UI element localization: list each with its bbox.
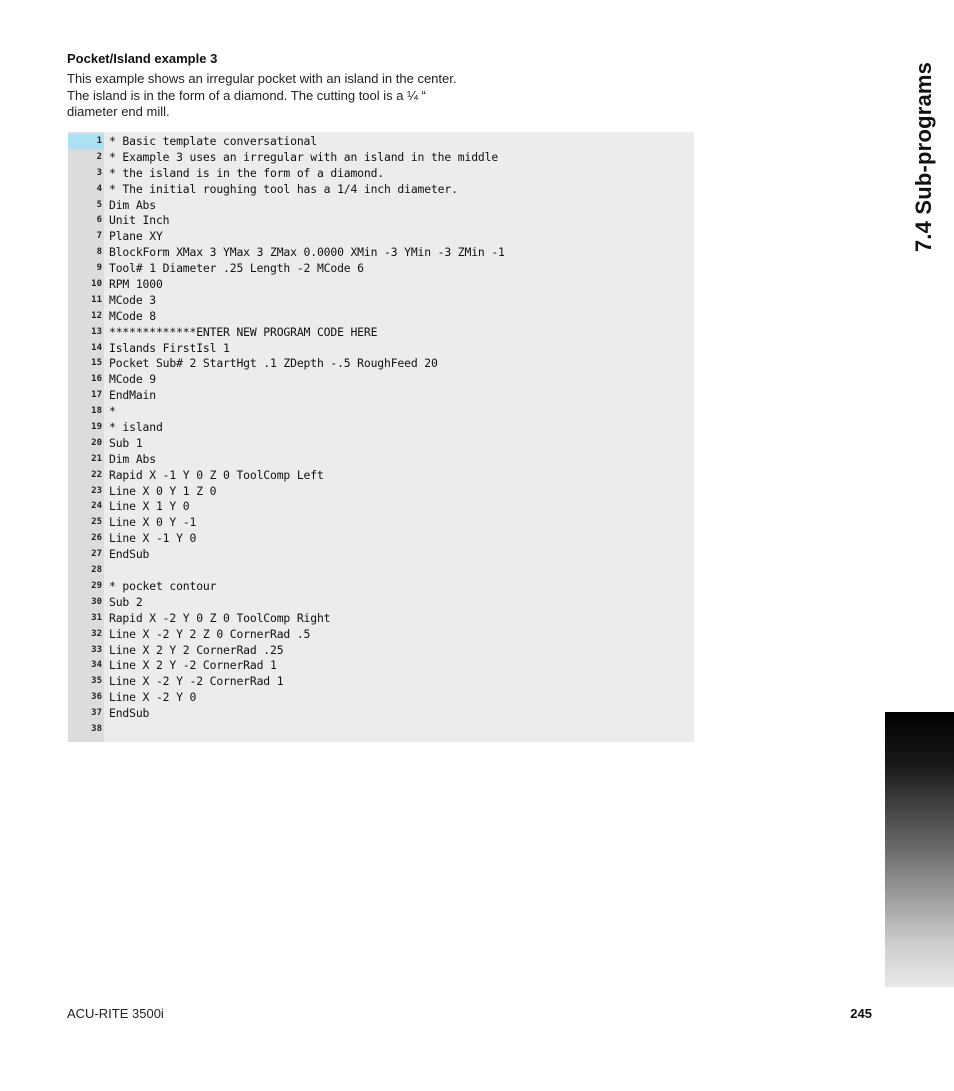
code-text: * the island is in the form of a diamond. bbox=[109, 165, 385, 180]
code-line bbox=[68, 245, 694, 261]
code-text: Sub 2 bbox=[109, 594, 143, 609]
line-number: 18 bbox=[91, 406, 102, 417]
line-number: 2 bbox=[96, 151, 102, 162]
code-text: Pocket Sub# 2 StartHgt .1 ZDepth -.5 RoughFeed 20 bbox=[109, 356, 438, 371]
line-number: 29 bbox=[91, 580, 102, 591]
code-line bbox=[68, 627, 694, 643]
line-number: 3 bbox=[96, 167, 102, 178]
code-text: * Example 3 uses an irregular with an island in the middle bbox=[109, 149, 499, 164]
line-number: 25 bbox=[91, 517, 102, 528]
line-number: 20 bbox=[91, 437, 102, 448]
line-number: 10 bbox=[91, 279, 102, 290]
section-heading: Pocket/Island example 3 bbox=[67, 51, 218, 66]
code-line bbox=[68, 213, 694, 229]
code-text: * bbox=[109, 404, 116, 419]
code-line bbox=[68, 563, 694, 579]
code-text: EndSub bbox=[109, 547, 150, 562]
code-line bbox=[68, 420, 694, 436]
line-number: 34 bbox=[91, 660, 102, 671]
code-line bbox=[68, 372, 694, 388]
code-text: RPM 1000 bbox=[109, 277, 163, 292]
line-number: 17 bbox=[91, 390, 102, 401]
code-text: Line X 0 Y -1 bbox=[109, 515, 197, 530]
chapter-side-title bbox=[908, 50, 940, 265]
line-number: 32 bbox=[91, 628, 102, 639]
code-line bbox=[68, 134, 694, 150]
code-text: Tool# 1 Diameter .25 Length -2 MCode 6 bbox=[109, 261, 364, 276]
code-text: MCode 8 bbox=[109, 308, 156, 323]
code-text: Line X -2 Y 2 Z 0 CornerRad .5 bbox=[109, 626, 311, 641]
line-number: 7 bbox=[96, 231, 102, 242]
chapter-title: 7.4 Sub-programs bbox=[911, 61, 936, 253]
code-text: EndMain bbox=[109, 388, 156, 403]
line-number: 6 bbox=[96, 215, 102, 226]
line-number: 38 bbox=[91, 723, 102, 734]
code-text: Dim Abs bbox=[109, 197, 156, 212]
code-text: Plane XY bbox=[109, 229, 163, 244]
code-text: Rapid X -1 Y 0 Z 0 ToolComp Left bbox=[109, 467, 324, 482]
page-number: 245 bbox=[850, 1006, 872, 1021]
code-line bbox=[68, 690, 694, 706]
code-text: Line X -2 Y -2 CornerRad 1 bbox=[109, 674, 284, 689]
code-text: Line X 0 Y 1 Z 0 bbox=[109, 483, 217, 498]
code-text: Unit Inch bbox=[109, 213, 170, 228]
line-number: 11 bbox=[91, 294, 102, 305]
line-number: 13 bbox=[91, 326, 102, 337]
code-text: Line X 2 Y 2 CornerRad .25 bbox=[109, 642, 284, 657]
line-number: 27 bbox=[91, 549, 102, 560]
code-line bbox=[68, 293, 694, 309]
code-line bbox=[68, 277, 694, 293]
line-number: 21 bbox=[91, 453, 102, 464]
code-text: Line X -1 Y 0 bbox=[109, 531, 197, 546]
code-text: EndSub bbox=[109, 706, 150, 721]
code-line bbox=[68, 229, 694, 245]
code-text: Sub 1 bbox=[109, 435, 143, 450]
line-number: 4 bbox=[96, 183, 102, 194]
code-line bbox=[68, 595, 694, 611]
code-text: Line X 1 Y 0 bbox=[109, 499, 190, 514]
code-text: * Basic template conversational bbox=[109, 134, 317, 148]
code-line bbox=[68, 325, 694, 341]
line-number: 22 bbox=[91, 469, 102, 480]
code-line bbox=[68, 515, 694, 531]
code-line bbox=[68, 404, 694, 420]
code-line bbox=[68, 706, 694, 722]
line-number: 12 bbox=[91, 310, 102, 321]
code-line bbox=[68, 484, 694, 500]
code-line bbox=[68, 150, 694, 166]
code-line bbox=[68, 722, 694, 738]
intro-line: The island is in the form of a diamond. The cutting tool is a ¼ “ bbox=[67, 87, 426, 103]
line-number: 9 bbox=[96, 263, 102, 274]
line-number: 19 bbox=[91, 422, 102, 433]
line-number: 16 bbox=[91, 374, 102, 385]
line-number: 35 bbox=[91, 676, 102, 687]
footer-product: ACU-RITE 3500i bbox=[67, 1006, 164, 1021]
code-text: *************ENTER NEW PROGRAM CODE HERE bbox=[109, 324, 378, 339]
line-number: 33 bbox=[91, 644, 102, 655]
code-line bbox=[68, 452, 694, 468]
line-number: 31 bbox=[91, 612, 102, 623]
code-text: BlockForm XMax 3 YMax 3 ZMax 0.0000 XMin -3 YMin -3 ZMin -1 bbox=[109, 245, 505, 260]
intro-paragraph bbox=[67, 71, 547, 121]
line-number: 26 bbox=[91, 533, 102, 544]
code-line bbox=[68, 436, 694, 452]
line-number: 28 bbox=[91, 565, 102, 576]
line-number: 36 bbox=[91, 692, 102, 703]
code-line bbox=[68, 341, 694, 357]
code-text: Line X -2 Y 0 bbox=[109, 690, 197, 705]
code-line bbox=[68, 579, 694, 595]
line-number: 5 bbox=[96, 199, 102, 210]
code-line bbox=[68, 674, 694, 690]
code-lines bbox=[68, 134, 694, 738]
code-line bbox=[68, 198, 694, 214]
code-line bbox=[68, 182, 694, 198]
line-number: 14 bbox=[91, 342, 102, 353]
line-number: 24 bbox=[91, 501, 102, 512]
code-line bbox=[68, 531, 694, 547]
code-line bbox=[68, 468, 694, 484]
code-line bbox=[68, 658, 694, 674]
code-text: MCode 3 bbox=[109, 292, 156, 307]
chapter-tab-gradient bbox=[885, 712, 954, 987]
code-line bbox=[68, 611, 694, 627]
code-line bbox=[68, 643, 694, 659]
code-line bbox=[68, 499, 694, 515]
code-line bbox=[68, 356, 694, 372]
code-text: Dim Abs bbox=[109, 451, 156, 466]
code-line bbox=[68, 261, 694, 277]
code-text: * island bbox=[109, 420, 163, 435]
line-number: 23 bbox=[91, 485, 102, 496]
code-line bbox=[68, 388, 694, 404]
line-number: 15 bbox=[91, 358, 102, 369]
code-text: * The initial roughing tool has a 1/4 inch diameter. bbox=[109, 181, 458, 196]
code-line bbox=[68, 166, 694, 182]
code-listing bbox=[68, 132, 694, 742]
intro-line: This example shows an irregular pocket with an island in the center. bbox=[67, 71, 457, 86]
line-number: 30 bbox=[91, 596, 102, 607]
line-number: 1 bbox=[68, 134, 104, 150]
intro-line: diameter end mill. bbox=[67, 104, 170, 119]
line-number: 37 bbox=[91, 708, 102, 719]
code-text: Line X 2 Y -2 CornerRad 1 bbox=[109, 658, 277, 673]
code-text: Islands FirstIsl 1 bbox=[109, 340, 230, 355]
code-line bbox=[68, 309, 694, 325]
code-line bbox=[68, 547, 694, 563]
code-text: MCode 9 bbox=[109, 372, 156, 387]
code-text: Rapid X -2 Y 0 Z 0 ToolComp Right bbox=[109, 610, 331, 625]
code-text: * pocket contour bbox=[109, 578, 217, 593]
line-number: 8 bbox=[96, 247, 102, 258]
